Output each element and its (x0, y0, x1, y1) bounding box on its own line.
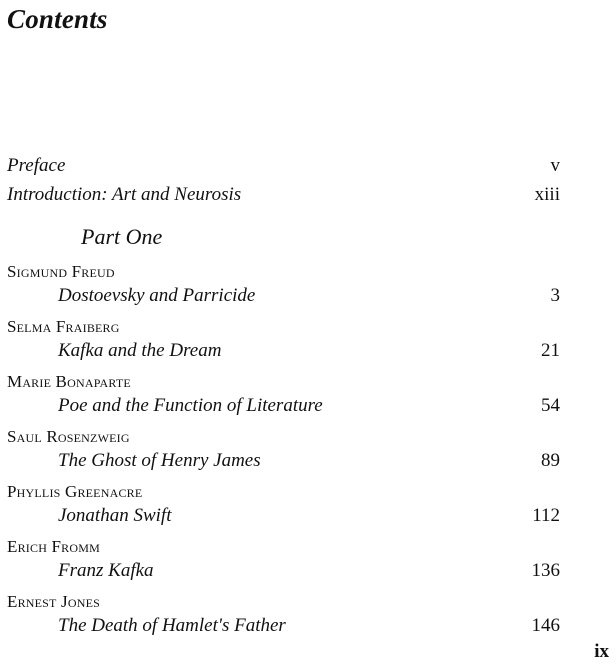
author-name: Erich Fromm (7, 537, 100, 556)
entry-title: Introduction: Art and Neurosis (7, 184, 242, 205)
author-name: Ernest Jones (7, 592, 100, 611)
toc-entry (58, 559, 560, 583)
toc-entry (58, 339, 560, 363)
page-number: ix (594, 641, 609, 662)
entry-page: 54 (541, 395, 560, 416)
entry-title: Dostoevsky and Parricide (58, 285, 256, 306)
toc-entry-introduction (7, 183, 560, 207)
toc-entry (58, 284, 560, 308)
entry-page: 21 (541, 340, 560, 361)
entry-title: The Death of Hamlet's Father (58, 615, 286, 636)
entry-page: 146 (531, 615, 560, 636)
entry-title: The Ghost of Henry James (58, 450, 261, 471)
toc-entry (58, 394, 560, 418)
author-name: Marie Bonaparte (7, 372, 131, 391)
part-heading: Part One (81, 224, 163, 249)
toc-entry (58, 449, 560, 473)
entry-page: 3 (550, 285, 560, 306)
author-name: Selma Fraiberg (7, 317, 120, 336)
page-title: Contents (7, 4, 108, 34)
author-name: Phyllis Greenacre (7, 482, 143, 501)
author-name: Sigmund Freud (7, 262, 115, 281)
entry-page: v (550, 155, 560, 176)
entry-title: Jonathan Swift (58, 505, 172, 526)
entry-title: Preface (7, 155, 66, 176)
toc-entry-preface (7, 154, 560, 178)
toc-entry (58, 614, 560, 638)
entry-title: Franz Kafka (58, 560, 154, 581)
author-name: Saul Rosenzweig (7, 427, 130, 446)
entry-page: xiii (534, 184, 560, 205)
entry-page: 89 (541, 450, 560, 471)
entry-page: 112 (532, 505, 560, 526)
entry-page: 136 (531, 560, 560, 581)
toc-entry (58, 504, 560, 528)
entry-title: Poe and the Function of Literature (58, 395, 323, 416)
entry-title: Kafka and the Dream (58, 340, 222, 361)
